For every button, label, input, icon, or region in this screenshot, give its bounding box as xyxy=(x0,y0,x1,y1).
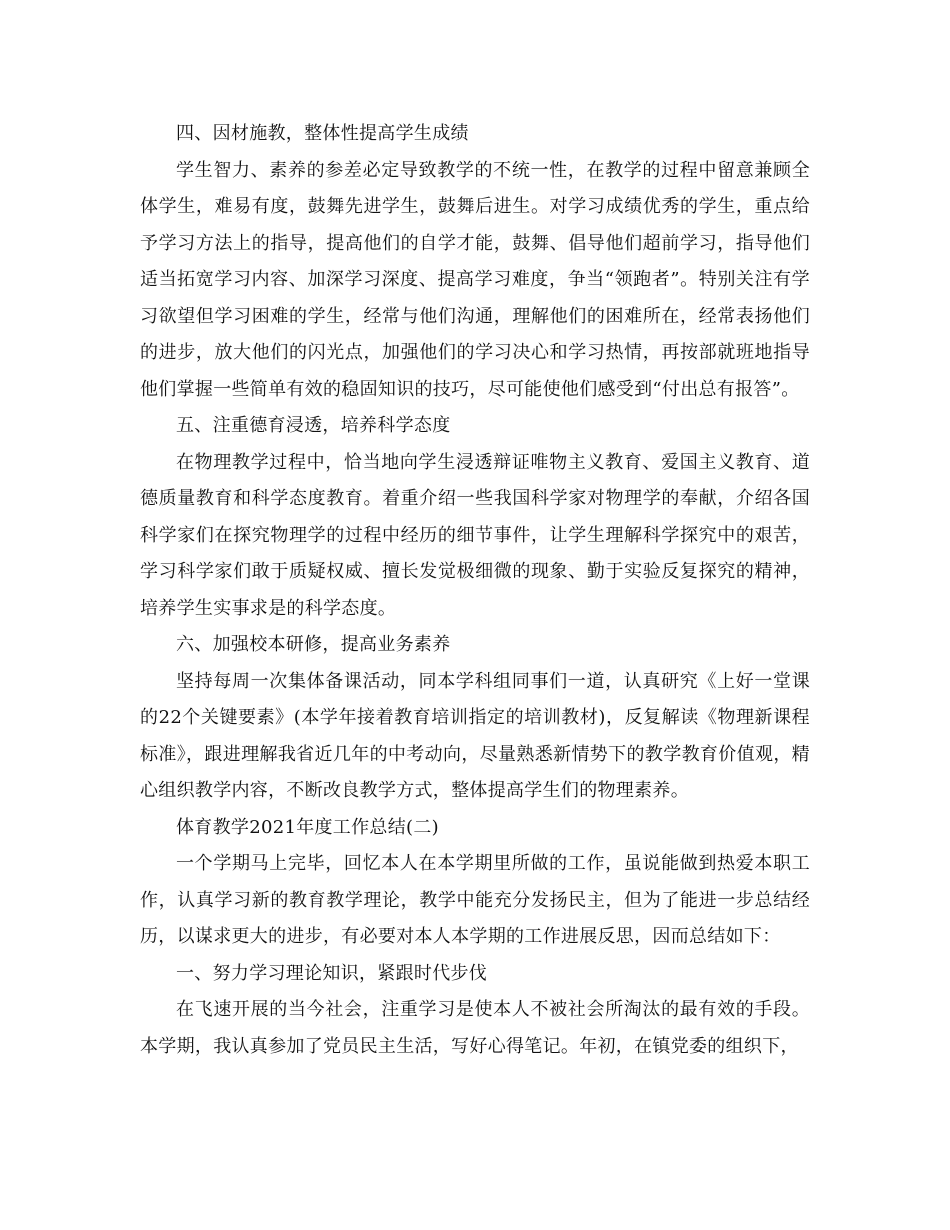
document-subtitle: 体育教学2021年度工作总结(二) xyxy=(176,816,439,838)
paragraph-moral-education: 在物理教学过程中，恰当地向学生浸透辩证唯物主义教育、爱国主义教育、道德质量教育和科学态度教育。着重介绍一些我国科学家对物理学的奉献，介绍各国科学家们在探究物理学的过程中经历的细节事件，让学生理解科学探究中的艰苦，学习科学家们敢于质疑权威、擅长发觉极细微的现象、勤于实验反复探究的精神，培养学生实事求是的科学态度。 xyxy=(140,451,810,619)
paragraph-school-training: 坚持每周一次集体备课活动，同本学科组同事们一道，认真研究《上好一堂课的22个关键要素》(本学年接着教育培训指定的培训教材)，反复解读《物理新课程标准》，跟进理解我省近几年的中考动向，尽量熟悉新情势下的教学教育价值观，精心组织教学内容，不断改良教学方式，整体提高学生们的物理素养。 xyxy=(140,670,810,801)
document-body xyxy=(140,116,810,1065)
section-heading-six: 六、加强校本研修，提高业务素养 xyxy=(176,634,451,655)
paragraph-teach-by-aptitude: 学生智力、素养的参差必定导致教学的不统一性，在教学的过程中留意兼顾全体学生，难易有度，鼓舞先进学生，鼓舞后进生。对学习成绩优秀的学生，重点给予学习方法上的指导，提高他们的自学才能，鼓舞、倡导他们超前学习，指导他们适当拓宽学习内容、加深学习深度、提高学习难度，争当“领跑者”。特别关注有学习欲望但学习困难的学生，经常与他们沟通，理解他们的困难所在，经常表扬他们的进步，放大他们的闪光点，加强他们的学习决心和学习热情，再按部就班地指导他们掌握一些简单有效的稳固知识的技巧，尽可能使他们感受到“付出总有报答”。 xyxy=(140,159,810,400)
section-heading-four: 四、因材施教，整体性提高学生成绩 xyxy=(176,123,469,144)
paragraph-study-theory: 在飞速开展的当今社会，注重学习是使本人不被社会所淘汰的最有效的手段。本学期，我认真参加了党员民主生活，写好心得笔记。年初，在镇党委的组织下， xyxy=(140,999,810,1057)
paragraph-semester-intro: 一个学期马上完毕，回忆本人在本学期里所做的工作，虽说能做到热爱本职工作，认真学习新的教育教学理论，教学中能充分发扬民主，但为了能进一步总结经历，以谋求更大的进步，有必要对本人本学期的工作进展反思，因而总结如下： xyxy=(140,853,810,947)
section-heading-five: 五、注重德育浸透，培养科学态度 xyxy=(176,415,451,436)
section-heading-one: 一、努力学习理论知识，紧跟时代步伐 xyxy=(176,962,488,984)
